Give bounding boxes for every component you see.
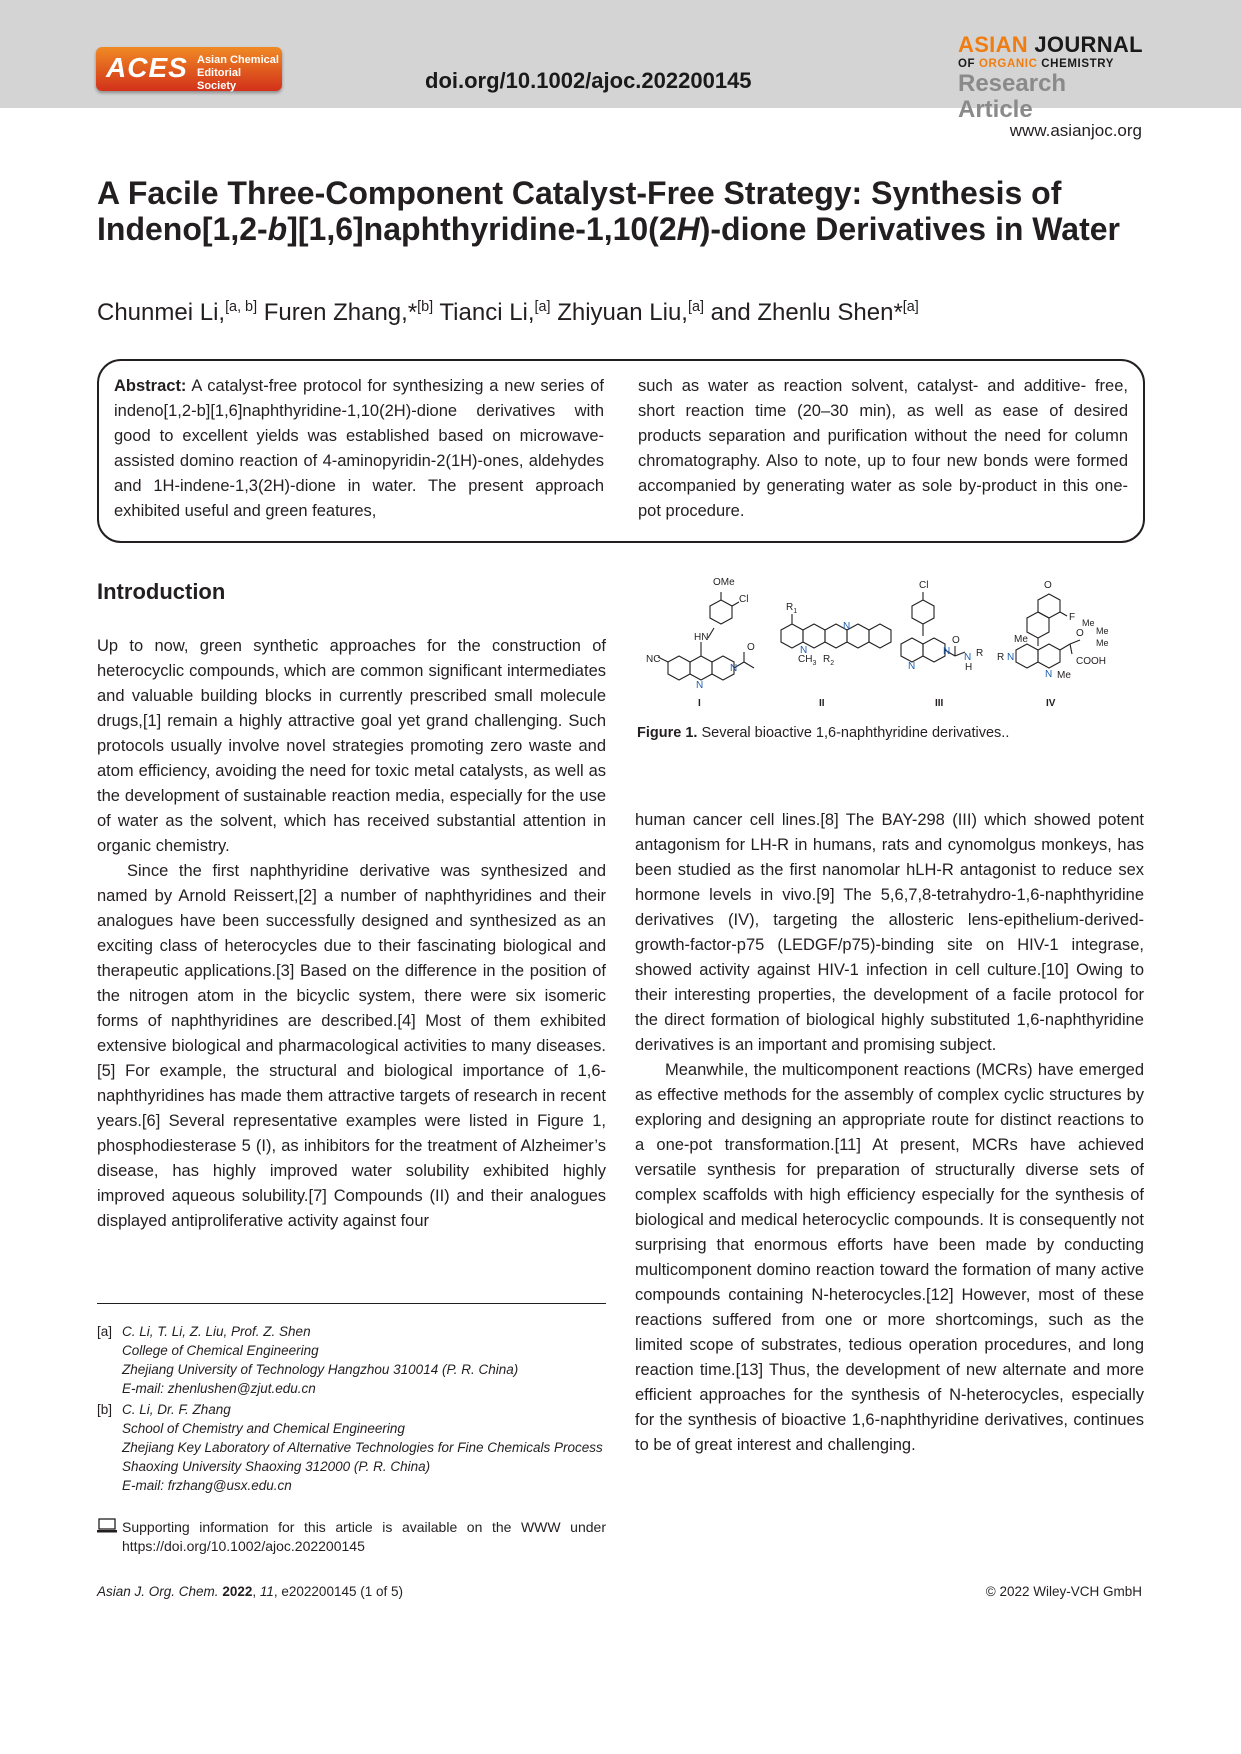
compound-II-structure: [781, 614, 891, 648]
aces-logo-text: ACES: [106, 52, 188, 83]
left-column: [97, 634, 606, 1234]
affiliation-line: School of Chemistry and Chemical Engineering: [122, 1421, 405, 1436]
figure-chemical-structures: [646, 570, 1146, 715]
label-n: N: [964, 652, 972, 663]
label-o: O: [1044, 580, 1052, 591]
label-o: O: [1076, 628, 1084, 639]
label-n: N: [908, 661, 916, 672]
affiliation-line: Shaoxing University Shaoxing 312000 (P. R. China): [122, 1459, 431, 1474]
right-column: [635, 808, 1144, 1458]
paragraph: Up to now, green synthetic approaches for the construction of heterocyclic compounds, which are common significant intermediates and valuable building blocks in currently prescribed small molecule drugs,[1] remain a highly attractive goal yet grand challenging. Such protocols usually involve novel strategies promoting zero waste and atom efficiency, avoiding the need for toxic metal catalysts, as well as the development of sustainable reaction media, especially for the use of water as the solvent, which has received substantial attention in organic chemistry.: [97, 637, 606, 855]
aces-logo[interactable]: [96, 47, 282, 91]
label-n: N: [1045, 669, 1053, 680]
author-list: [97, 299, 1147, 327]
label-f: F: [1069, 612, 1076, 623]
supporting-info-text[interactable]: Supporting information for this article is available on the WWW under https://doi.org/10.1002/ajoc.202200145: [122, 1519, 606, 1554]
abstract-label: Abstract:: [114, 377, 187, 395]
article-title: A Facile Three-Component Catalyst-Free Strategy: Synthesis of Indeno[1,2-b][1,6]naphthyridine-1,10(2H)-dione Derivatives in Water: [97, 175, 1120, 247]
affiliation-line: Zhejiang Key Laboratory of Alternative Technologies for Fine Chemicals Process: [122, 1440, 603, 1455]
paragraph: human cancer cell lines.[8] The BAY-298 (III) which showed potent antagonism for LH-R in humans, rats and cynomolgus monkeys, has been studied as the first nanomolar hLH-R antagonist to reduce sex hormone levels in vivo.[9] The 5,6,7,8-tetrahydro-1,6-naphthyridine derivatives (IV), targeting the allosteric lens-epithelium-derived-growth-factor-p75 (LEDGF/p75)-binding site on HIV-1 integrase, showed activity against HIV-1 infection in cell culture.[10] Owing to their interesting properties, the development of a facile protocol for the direct formation of biological highly substituted 1,6-naphthyridine derivatives is an important and promising subject.: [635, 811, 1144, 1054]
label-me: Me: [1014, 634, 1028, 645]
affiliation-email[interactable]: E-mail: zhenlushen@zjut.edu.cn: [122, 1381, 316, 1396]
figure-caption-text: Several bioactive 1,6-naphthyridine derivatives..: [701, 725, 1010, 741]
author-name: Tianci Li,: [439, 299, 535, 326]
author-affiliation: [b]: [417, 299, 434, 315]
journal-website[interactable]: www.asianjoc.org: [1009, 121, 1142, 140]
label-o: O: [952, 635, 960, 646]
journal-name-organic: ORGANIC: [978, 58, 1038, 70]
author-affiliation: [a]: [902, 299, 919, 315]
label-me: Me: [1082, 618, 1095, 628]
compound-label-I: I: [698, 698, 701, 709]
affiliation-a: [97, 1322, 606, 1402]
label-n: N: [696, 680, 704, 691]
author-name: Furen Zhang,*: [263, 299, 418, 326]
label-cl: Cl: [919, 580, 929, 591]
label-hn: HN: [694, 632, 709, 643]
label-cl: Cl: [739, 594, 749, 605]
label-h: H: [965, 662, 973, 673]
author-affiliation: [a]: [534, 299, 551, 315]
abstract-text-right: such as water as reaction solvent, catalyst- and additive- free, short reaction time (20–30 min), as well as ease of desired products separation and purification without the need for column chromatography. Also to note, up to four new bonds were formed accompanied by generating water as sole by-product in this one-pot procedure.: [638, 377, 1128, 520]
footnote-divider: [97, 1303, 606, 1304]
label-ome: OMe: [713, 577, 735, 588]
paragraph: Since the first naphthyridine derivative was synthesized and named by Arnold Reissert,[2] a number of naphthyridines and their analogues have been successfully designed and synthesized as an exciting class of heterocycles due to their fascinating biological and therapeutic applications.[3] Based on the difference in the position of the nitrogen atom in the bicyclic system, there were six isomeric forms of naphthyridines are described.[4] Most of them exhibited extensive biological and pharmacological activities to many diseases.[5] For example, the structural and biological importance of 1,6-naphthyridines has made them attractive targets of research in recent years.[6] Several representative examples were listed in Figure 1, phosphodiesterase 5 (I), as inhibitors for the treatment of Alzheimer’s disease, has highly improved water solubility exhibited highly improved aqueous solubility.[7] Compounds (II) and their analogues displayed antiproliferative activity against four: [97, 862, 606, 1230]
affiliation-line: College of Chemical Engineering: [122, 1343, 319, 1358]
affiliation-line: Zhejiang University of Technology Hangzhou 310014 (P. R. China): [122, 1362, 519, 1377]
label-n: N: [1007, 652, 1015, 663]
footer-copyright: © 2022 Wiley-VCH GmbH: [985, 1584, 1142, 1599]
journal-logo[interactable]: [958, 33, 1144, 123]
affiliation-line: C. Li, Dr. F. Zhang: [122, 1402, 231, 1417]
affiliation-line: C. Li, T. Li, Z. Liu, Prof. Z. Shen: [122, 1324, 311, 1339]
figure-caption-label: Figure 1.: [637, 725, 698, 741]
label-n: N: [843, 621, 851, 632]
aces-logo-subtitle: Asian Chemical Editorial Society: [197, 54, 279, 92]
doi-link[interactable]: doi.org/10.1002/ajoc.202200145: [425, 68, 752, 93]
author-name: Zhiyuan Liu,: [557, 299, 688, 326]
author-affiliation: [a, b]: [225, 299, 258, 315]
label-me: Me: [1057, 670, 1071, 681]
author-name: Chunmei Li,: [97, 299, 226, 326]
compound-label-IV: IV: [1046, 698, 1056, 709]
abstract-text-left: A catalyst-free protocol for synthesizing a new series of indeno[1,2-b][1,6]naphthyridine-1,10(2H)-dione derivatives with good to excellent yields was established based on microwave-assisted domino reaction of 4-aminopyridin-2(1H)-ones, aldehydes and 1H-indene-1,3(2H)-dione in water. The present approach exhibited useful and green features,: [114, 377, 604, 520]
affiliation-tag: [b]: [97, 1402, 113, 1417]
compound-III-structure: [901, 592, 965, 662]
paragraph: Meanwhile, the multicomponent reactions (MCRs) have emerged as effective methods for the assembly of complex cyclic structures by exploring and designing an appropriate route for distinct reactions to a one-pot transformation.[11] At present, MCRs have achieved versatile synthesis for preparation of structurally diverse sets of complex scaffolds with high efficiency especially for the synthesis of biological and medical heterocyclic compounds. It is consequently not surprising that enormous efforts have been made by conducting multicomponent domino reaction toward the formation of many active compounds containing N-heterocycles.[12] However, most of these reactions suffered from one or more shortcomings, such as the limited scope of substrates, tedious operation procedures, and long reaction time.[13] Thus, the development of new alternate and more efficient approaches for the synthesis of N-heterocycles, especially for the synthesis of bioactive 1,6-naphthyridine derivatives, continues to be of great interest and challenging.: [635, 1061, 1144, 1454]
compound-IV-structure: [1016, 594, 1080, 668]
article-type: Research Article: [958, 70, 1067, 123]
section-heading-introduction: Introduction: [97, 579, 226, 604]
computer-icon: [97, 1518, 117, 1533]
journal-name-asian: ASIAN: [958, 32, 1028, 57]
journal-name-chemistry: CHEMISTRY: [1041, 58, 1114, 70]
author-affiliation: [a]: [687, 299, 704, 315]
compound-label-III: III: [935, 698, 944, 709]
figure-caption: [637, 725, 1009, 741]
label-r: R: [976, 648, 984, 659]
affiliation-b: [97, 1400, 606, 1515]
journal-name-journal: JOURNAL: [1034, 32, 1143, 57]
label-n: N: [943, 646, 951, 657]
author-name: and Zhenlu Shen*: [710, 299, 903, 326]
label-r2: $R_2$: [823, 654, 835, 667]
label-r1: $R_1$: [786, 602, 798, 615]
label-r: R: [997, 652, 1005, 663]
journal-name-of: OF: [958, 58, 976, 70]
abstract-left: [114, 374, 604, 524]
compound-label-II: II: [819, 698, 825, 709]
label-me: Me: [1096, 626, 1109, 636]
affiliation-email[interactable]: E-mail: frzhang@usx.edu.cn: [122, 1478, 292, 1493]
label-n: N: [800, 645, 808, 656]
label-n: N: [730, 663, 738, 674]
label-cooh: COOH: [1076, 656, 1106, 667]
label-ch3: $CH_3$: [798, 654, 817, 667]
affiliation-tag: [a]: [97, 1324, 113, 1339]
label-nc: NC: [646, 654, 661, 665]
label-me: Me: [1096, 638, 1109, 648]
footer-citation: Asian J. Org. Chem. 2022, 11, e202200145 (1 of 5): [97, 1584, 403, 1599]
label-o: O: [747, 642, 755, 653]
